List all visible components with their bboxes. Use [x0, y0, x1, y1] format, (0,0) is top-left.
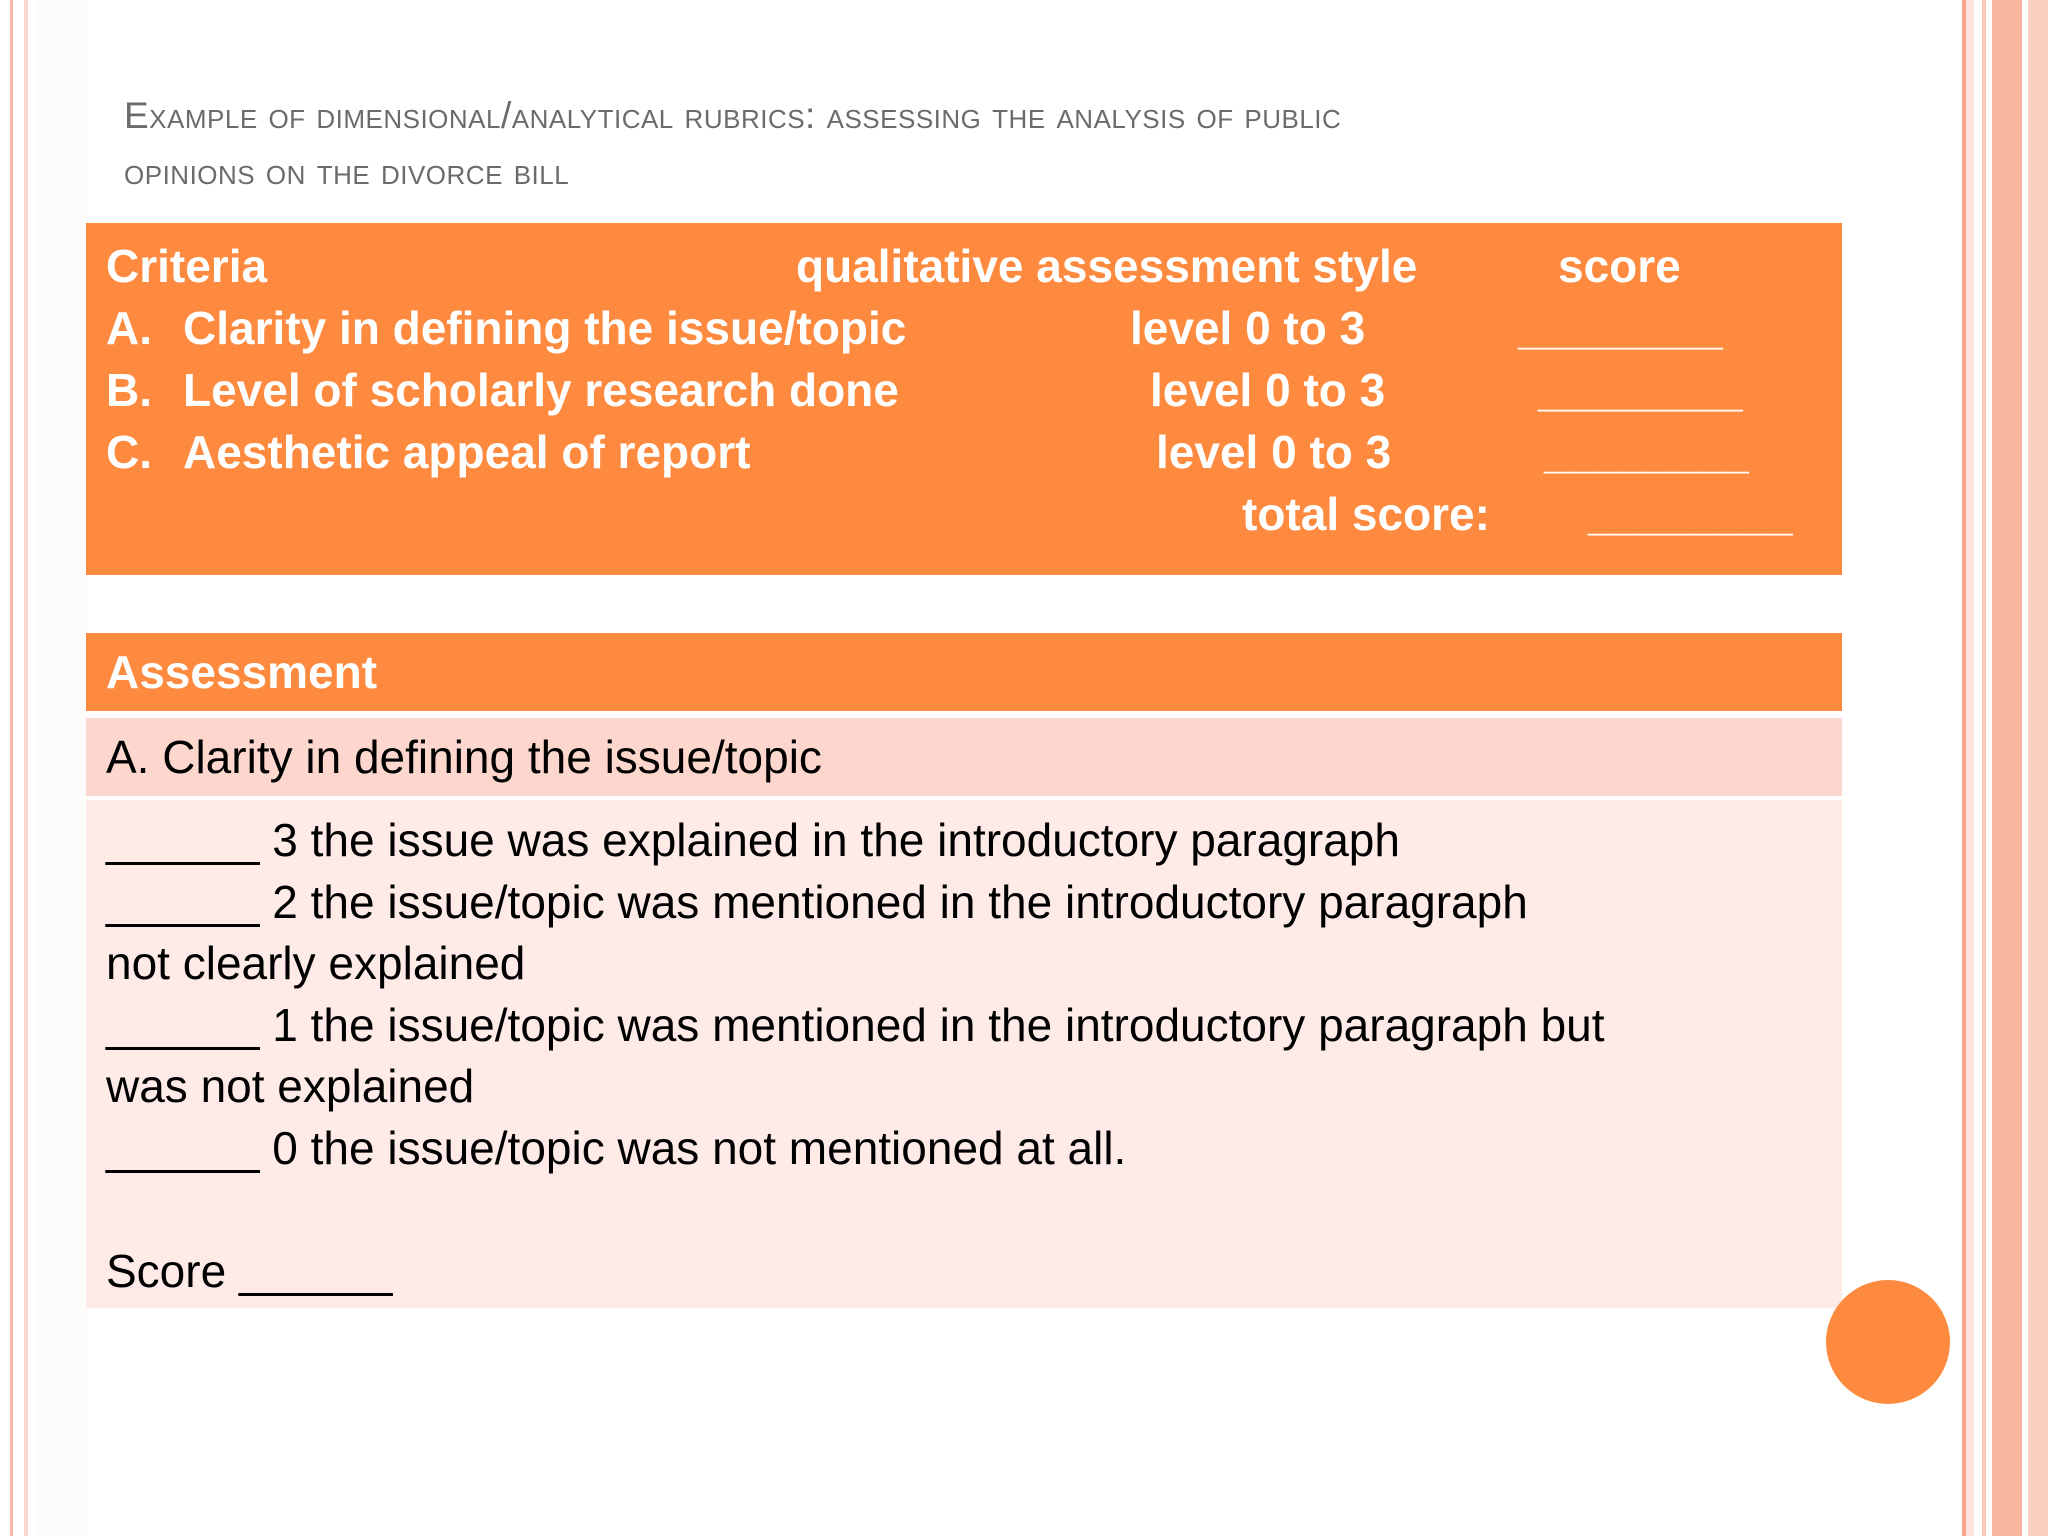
total-score-blank: ________ — [1588, 488, 1793, 540]
slide-title — [124, 88, 1824, 200]
assessment-line-level-1-cont: was not explained — [106, 1060, 475, 1112]
right-border-decoration — [1962, 0, 2048, 1536]
row-a-letter: A. — [106, 302, 152, 354]
slide-title-line-2: opinions on the divorce bill — [124, 151, 570, 192]
assessment-body — [86, 800, 1842, 1308]
total-score-label: total score: — [1242, 488, 1490, 540]
row-a-score-blank: ________ — [1518, 302, 1723, 354]
left-border-decoration — [0, 0, 38, 1536]
row-b-letter: B. — [106, 364, 152, 416]
row-a-level: level 0 to 3 — [1130, 302, 1366, 354]
assessment-line-level-2: ______ 2 the issue/topic was mentioned in the introductory paragraph — [106, 875, 1528, 928]
row-c-level: level 0 to 3 — [1156, 426, 1392, 478]
assessment-line-level-3: ______ 3 the issue was explained in the introductory paragraph — [106, 814, 1400, 866]
criteria-header: Criteria — [106, 240, 268, 292]
assessment-header — [86, 633, 1842, 711]
row-a-criterion: Clarity in defining the issue/topic — [183, 302, 907, 354]
left-panel — [38, 0, 88, 1536]
rubric-box — [86, 223, 1842, 575]
row-c-letter: C. — [106, 426, 152, 478]
row-c-criterion: Aesthetic appeal of report — [183, 426, 751, 478]
row-c-score-blank: ________ — [1544, 426, 1749, 478]
style-header: qualitative assessment style — [796, 240, 1418, 292]
slide-title-line-1: Example of dimensional/analytical rubrics: assessing the analysis of public — [124, 95, 1342, 136]
assessment-section-title: A. Clarity in defining the issue/topic — [106, 731, 822, 783]
decorative-orange-circle — [1826, 1280, 1950, 1404]
row-b-score-blank: ________ — [1538, 364, 1743, 416]
assessment-line-spacer — [106, 1179, 1826, 1241]
row-b-criterion: Level of scholarly research done — [183, 364, 899, 416]
assessment-lines — [106, 810, 1826, 1302]
assessment-header-label: Assessment — [106, 646, 378, 698]
assessment-section-row — [86, 718, 1842, 796]
assessment-line-level-0: ______ 0 the issue/topic was not mentioned at all. — [106, 1121, 1127, 1174]
score-header: score — [1558, 240, 1681, 292]
assessment-line-level-1: ______ 1 the issue/topic was mentioned in the introductory paragraph but — [106, 998, 1605, 1051]
assessment-line-level-2-cont: not clearly explained — [106, 937, 526, 989]
row-b-level: level 0 to 3 — [1150, 364, 1386, 416]
assessment-score-line: Score ______ — [106, 1244, 393, 1297]
